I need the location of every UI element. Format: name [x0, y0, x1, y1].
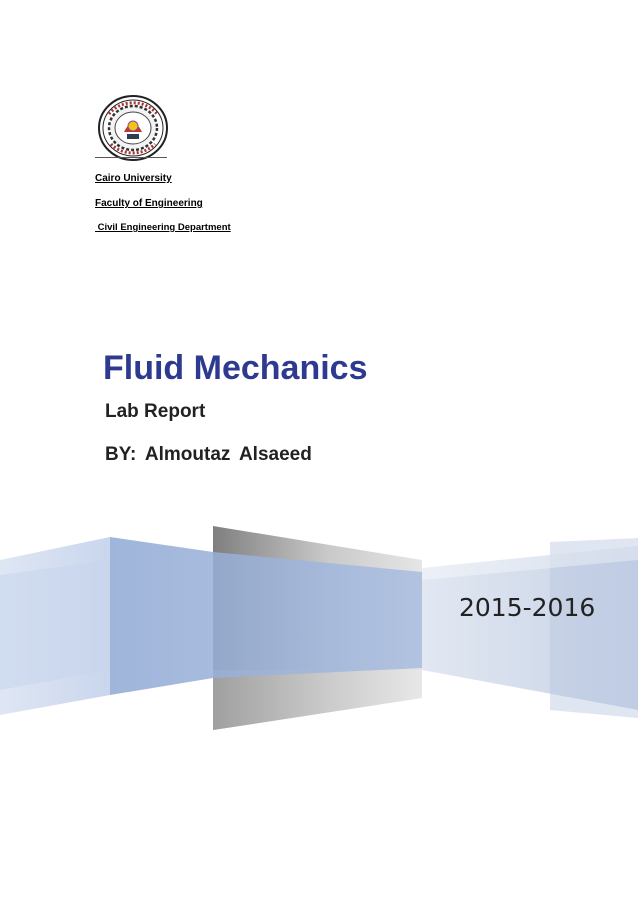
- university-seal-icon: [97, 94, 169, 162]
- university-name: Cairo University: [95, 173, 172, 184]
- author-line: BY: Almoutaz Alsaeed: [105, 444, 312, 465]
- report-title: Fluid Mechanics: [103, 349, 368, 387]
- academic-years: 2015-2016: [459, 593, 596, 622]
- report-subtitle: Lab Report: [105, 401, 206, 422]
- decorative-banner: [0, 520, 638, 735]
- faculty-name: Faculty of Engineering: [95, 198, 203, 209]
- department-name: Civil Engineering Department: [95, 222, 231, 233]
- logo-divider: [95, 157, 167, 158]
